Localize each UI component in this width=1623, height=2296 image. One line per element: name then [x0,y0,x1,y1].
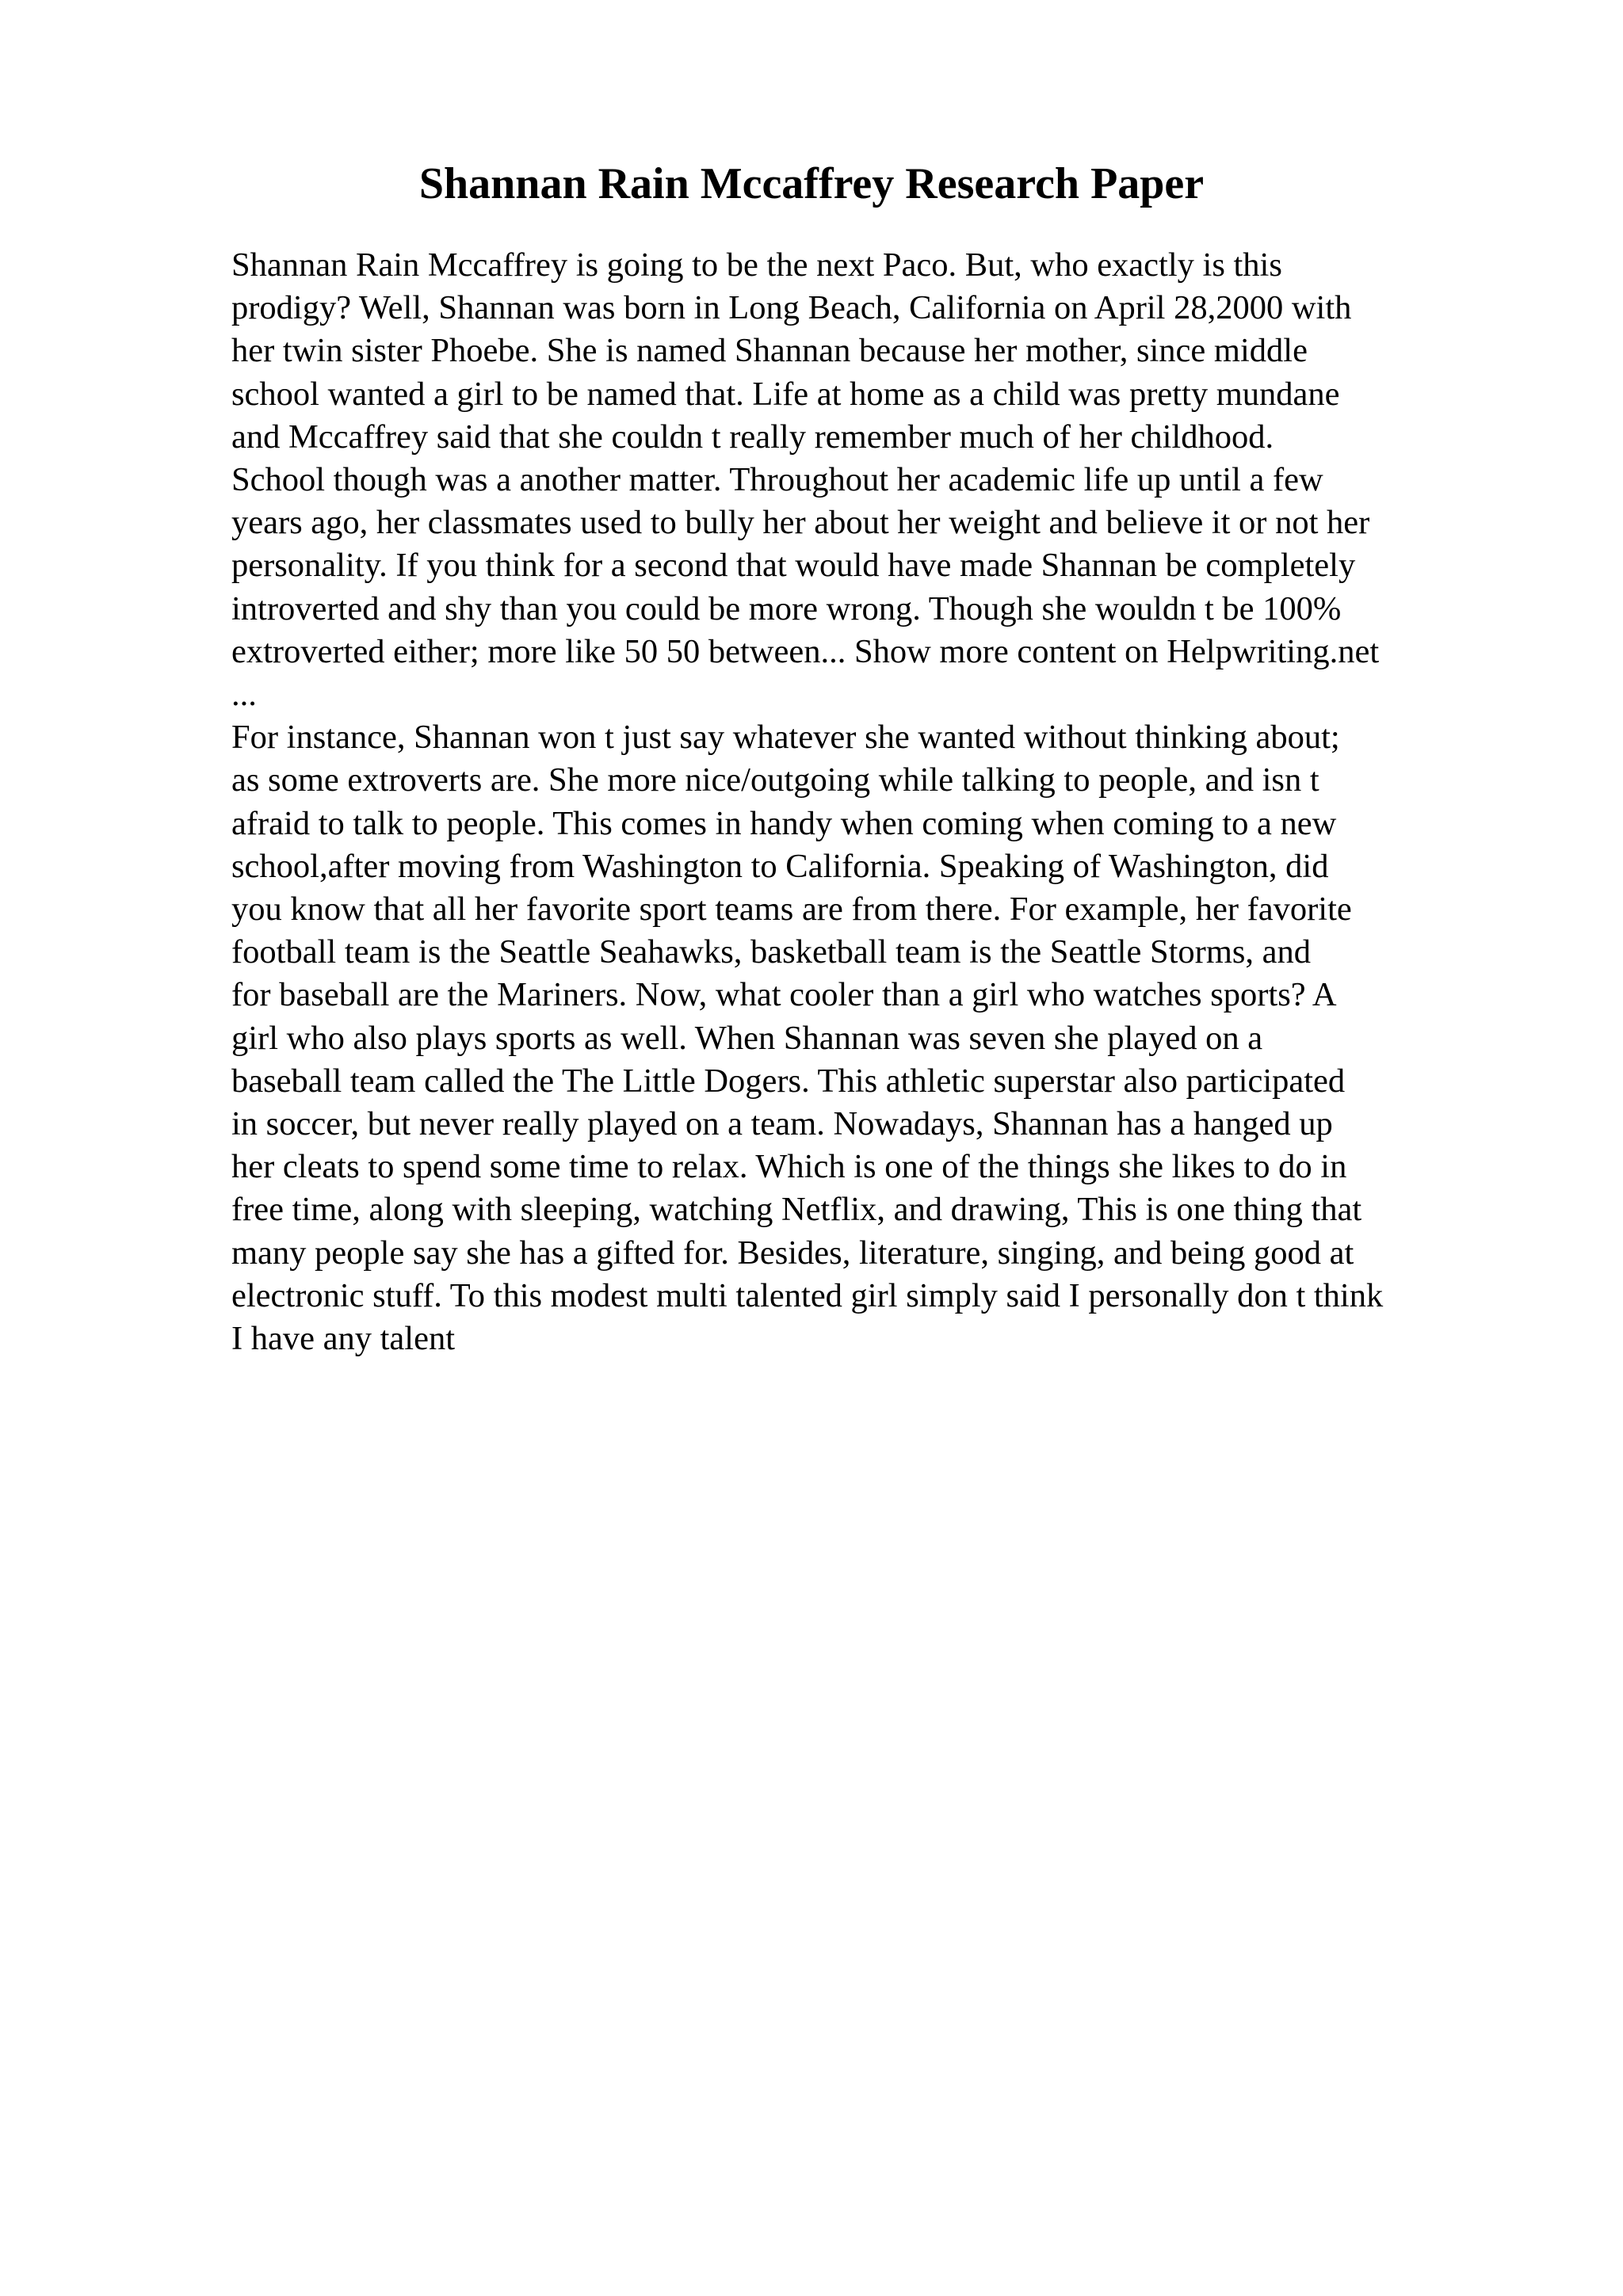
text-line: school,after moving from Washington to California. Speaking of Washington, did [231,847,1329,885]
text-line: in soccer, but never really played on a team. Nowadays, Shannan has a hanged up [231,1105,1333,1143]
document-body [231,244,1515,1360]
text-line: girl who also plays sports as well. When Shannan was seven she played on a [231,1019,1263,1057]
text-line: extroverted either; more like 50 50 between... Show more content on Helpwriting.net [231,632,1380,670]
text-line: introverted and shy than you could be more wrong. Though she wouldn t be 100% [231,589,1342,627]
text-line: afraid to talk to people. This comes in handy when coming when coming to a new [231,804,1337,842]
text-line: as some extroverts are. She more nice/outgoing while talking to people, and isn t [231,761,1319,799]
text-line: many people say she has a gifted for. Besides, literature, singing, and being good at [231,1234,1354,1272]
text-line: I have any talent [231,1320,456,1358]
text-line: you know that all her favorite sport teams are from there. For example, her favorite [231,891,1352,929]
text-line: her twin sister Phoebe. She is named Shannan because her mother, since middle [231,332,1308,370]
text-line: School though was a another matter. Throughout her academic life up until a few [231,461,1323,499]
text-line: baseball team called the The Little Dogers. This athletic superstar also participated [231,1062,1346,1100]
text-line: free time, along with sleeping, watching Netflix, and drawing, This is one thing that [231,1191,1362,1229]
text-line: Shannan Rain Mccaffrey is going to be the next Paco. But, who exactly is this [231,246,1282,284]
text-line: electronic stuff. To this modest multi talented girl simply said I personally don t think [231,1276,1384,1314]
text-line: for baseball are the Mariners. Now, what cooler than a girl who watches sports? A [231,976,1337,1014]
text-line: football team is the Seattle Seahawks, basketball team is the Seattle Storms, and [231,933,1312,971]
text-line: prodigy? Well, Shannan was born in Long Beach, California on April 28,2000 with [231,289,1352,327]
text-line: school wanted a girl to be named that. Life at home as a child was pretty mundane [231,375,1340,413]
text-line: personality. If you think for a second that would have made Shannan be completely [231,547,1356,585]
document-title: Shannan Rain Mccaffrey Research Paper [418,159,1205,208]
text-line: For instance, Shannan won t just say whatever she wanted without thinking about; [231,719,1340,757]
text-line: years ago, her classmates used to bully her about her weight and believe it or not her [231,504,1370,542]
text-line: and Mccaffrey said that she couldn t really remember much of her childhood. [231,418,1274,456]
text-line: her cleats to spend some time to relax. Which is one of the things she likes to do in [231,1148,1347,1186]
text-line: ... [231,676,257,714]
